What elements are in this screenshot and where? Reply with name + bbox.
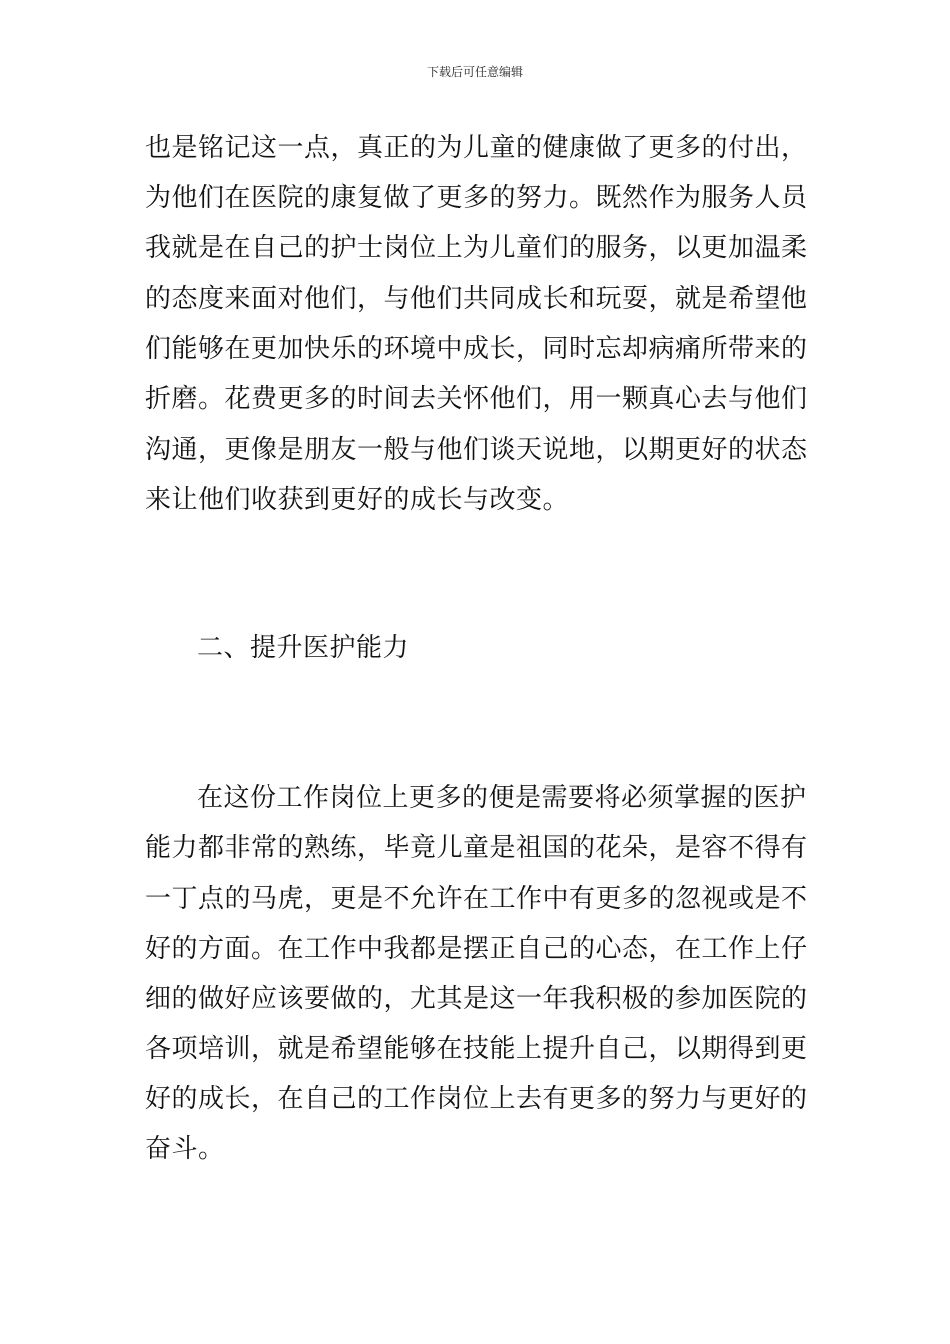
text-line: 各项培训，就是希望能够在技能上提升自己，以期得到更	[145, 1034, 808, 1064]
text-line: 能力都非常的熟练，毕竟儿童是祖国的花朵，是容不得有	[145, 833, 808, 863]
text-line: 的态度来面对他们，与他们共同成长和玩耍，就是希望他	[145, 284, 808, 314]
text-line: 细的做好应该要做的，尤其是这一年我积极的参加医院的	[145, 984, 808, 1014]
text-line: 一丁点的马虎，更是不允许在工作中有更多的忽视或是不	[145, 884, 808, 914]
section-heading: 二、提升医护能力	[197, 633, 410, 663]
text-line: 好的成长，在自己的工作岗位上去有更多的努力与更好的	[145, 1084, 808, 1114]
text-line: 们能够在更加快乐的环境中成长，同时忘却病痛所带来的	[145, 334, 808, 364]
text-line: 我就是在自己的护士岗位上为儿童们的服务，以更加温柔	[145, 233, 808, 263]
text-line: 在这份工作岗位上更多的便是需要将必须掌握的医护	[197, 783, 807, 813]
text-line: 也是铭记这一点，真正的为儿童的健康做了更多的付出，	[145, 133, 808, 163]
text-line: 奋斗。	[145, 1134, 225, 1164]
text-line: 好的方面。在工作中我都是摆正自己的心态，在工作上仔	[145, 934, 808, 964]
text-line: 折磨。花费更多的时间去关怀他们，用一颗真心去与他们	[145, 384, 808, 414]
text-line: 沟通，更像是朋友一般与他们谈天说地，以期更好的状态	[145, 435, 808, 465]
text-line: 为他们在医院的康复做了更多的努力。既然作为服务人员	[145, 183, 808, 213]
text-line: 来让他们收获到更好的成长与改变。	[145, 485, 570, 515]
page-header: 下载后可任意编辑	[426, 65, 523, 79]
